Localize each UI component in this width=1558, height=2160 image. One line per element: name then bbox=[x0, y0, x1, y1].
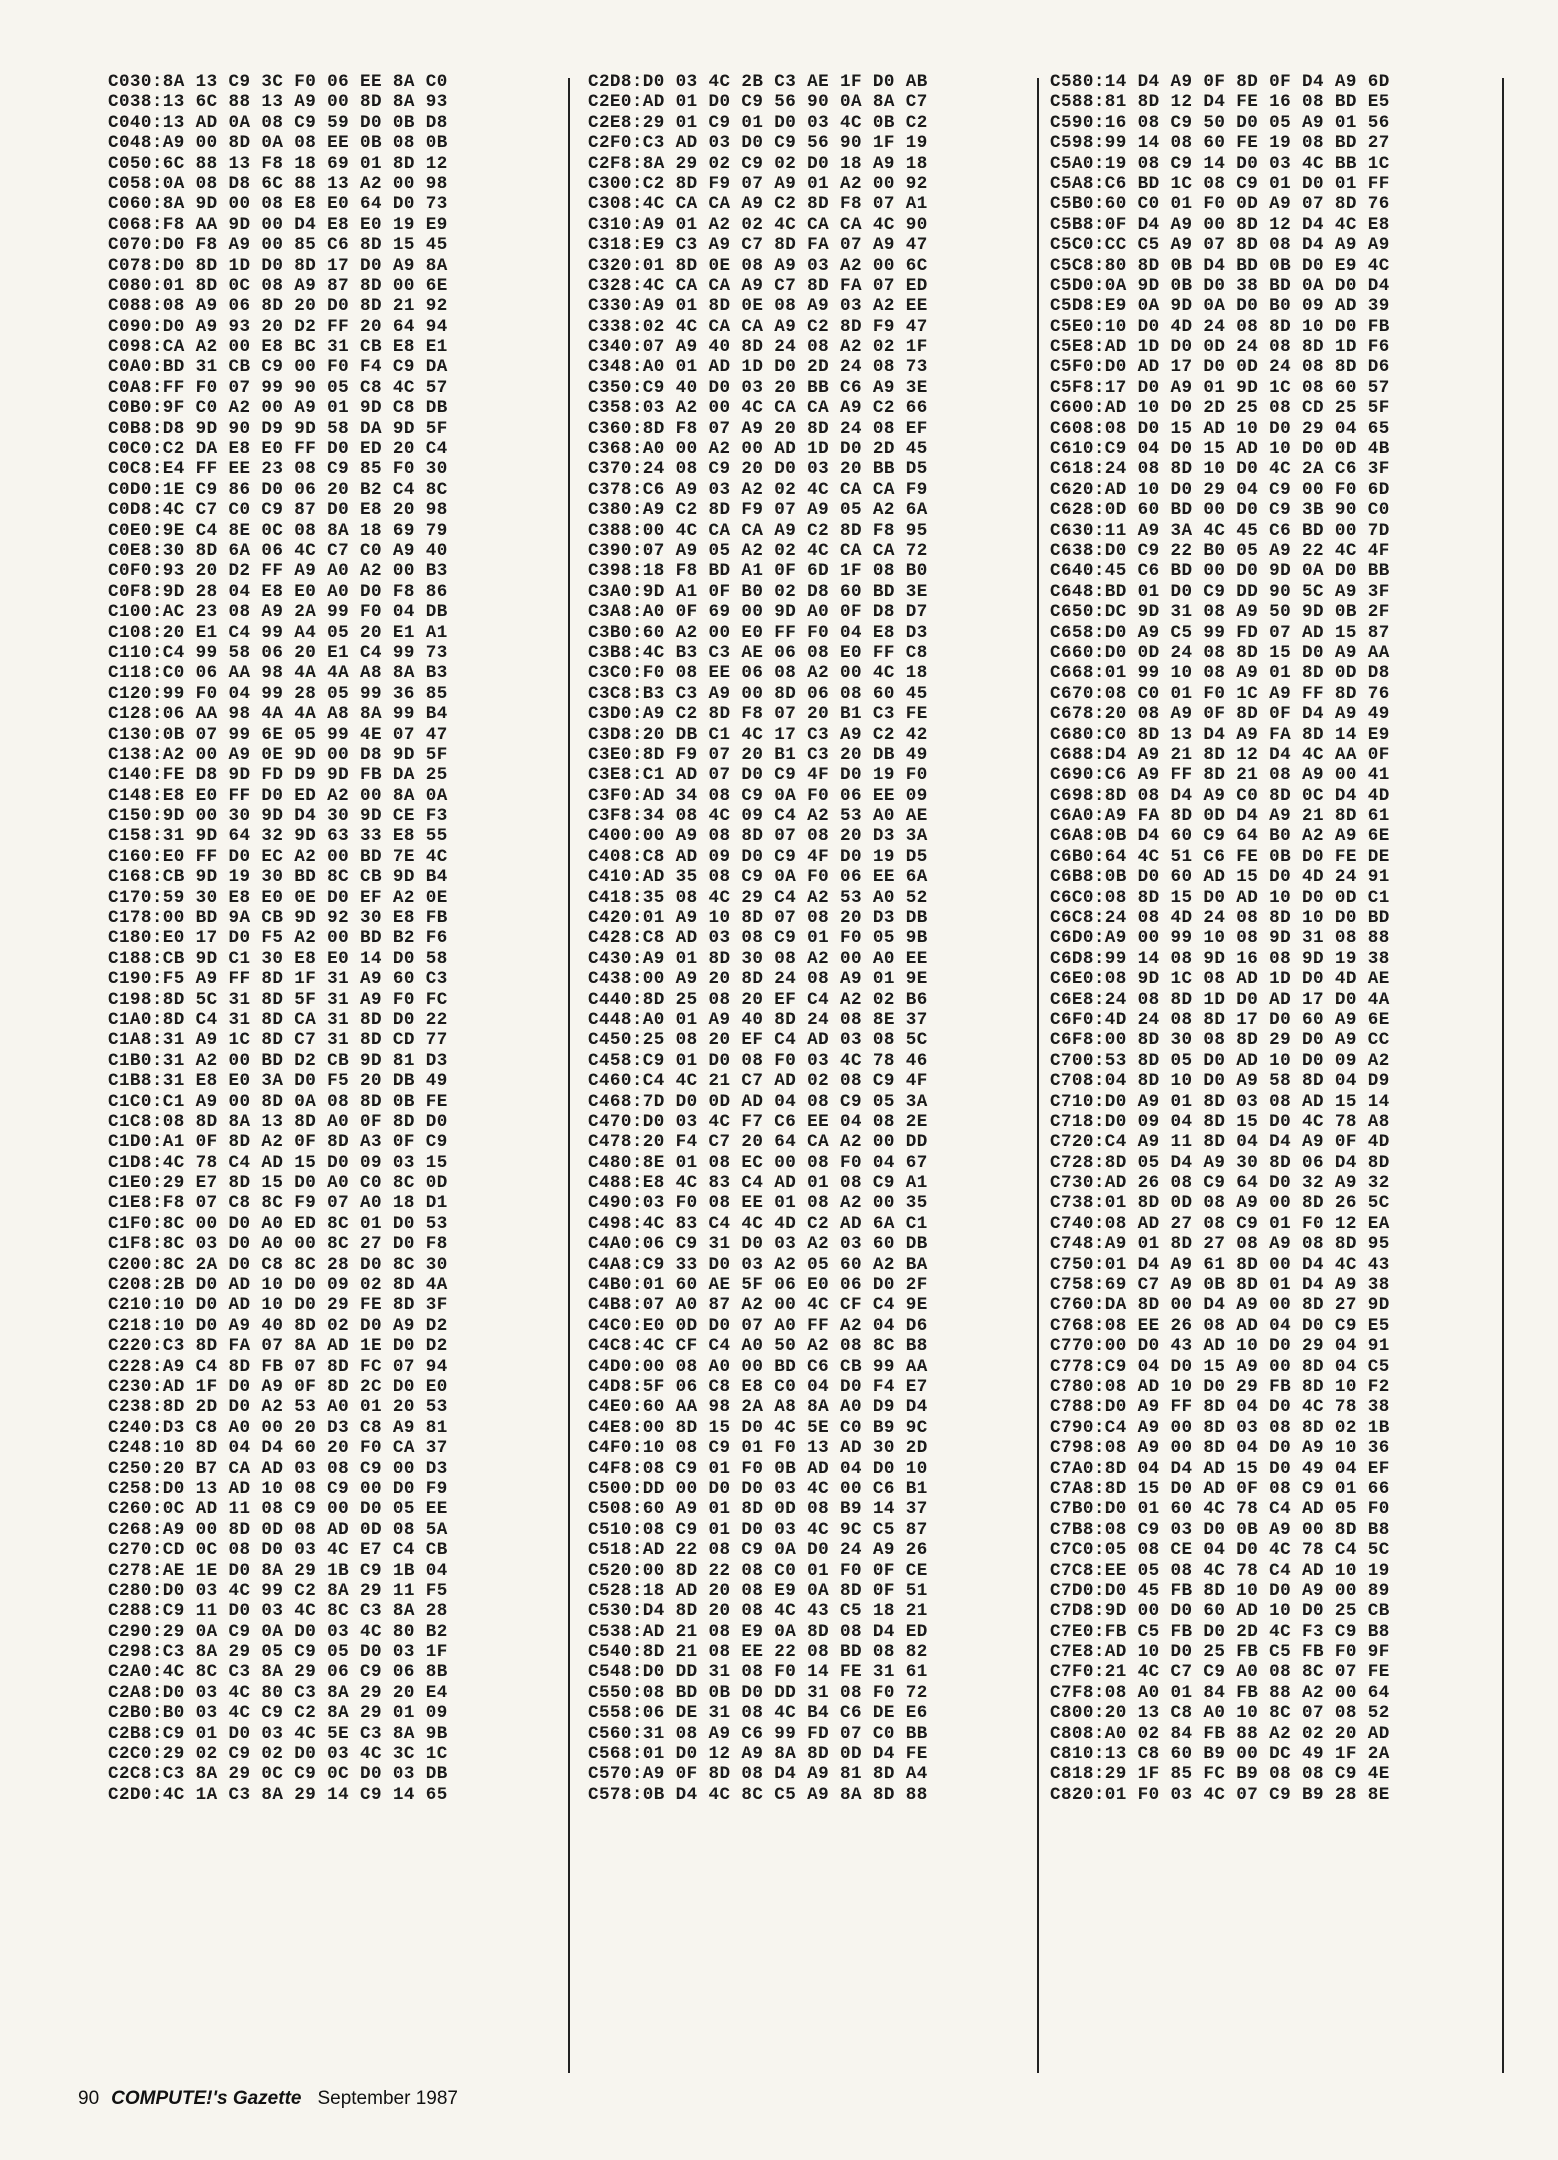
listing-line: C150:9D 00 30 9D D4 30 9D CE F3 bbox=[108, 806, 448, 827]
listing-line: C498:4C 83 C4 4C 4D C2 AD 6A C1 bbox=[588, 1213, 928, 1234]
listing-line: C4F8:08 C9 01 F0 0B AD 04 D0 10 bbox=[588, 1458, 928, 1479]
listing-line: C170:59 30 E8 E0 0E D0 EF A2 0E bbox=[108, 887, 448, 908]
listing-line: C090:D0 A9 93 20 D2 FF 20 64 94 bbox=[108, 316, 448, 337]
listing-line: C440:8D 25 08 20 EF C4 A2 02 B6 bbox=[588, 989, 928, 1010]
listing-line: C568:01 D0 12 A9 8A 8D 0D D4 FE bbox=[588, 1744, 928, 1765]
listing-line: C7B8:08 C9 03 D0 0B A9 00 8D B8 bbox=[1050, 1519, 1390, 1540]
listing-column-1 bbox=[108, 72, 576, 1805]
listing-line: C518:AD 22 08 C9 0A D0 24 A9 26 bbox=[588, 1540, 928, 1561]
listing-line: C210:10 D0 AD 10 D0 29 FE 8D 3F bbox=[108, 1295, 448, 1316]
listing-line: C790:C4 A9 00 8D 03 08 8D 02 1B bbox=[1050, 1417, 1390, 1438]
listing-line: C1D8:4C 78 C4 AD 15 D0 09 03 15 bbox=[108, 1152, 448, 1173]
listing-line: C668:01 99 10 08 A9 01 8D 0D D8 bbox=[1050, 663, 1390, 684]
listing-line: C598:99 14 08 60 FE 19 08 BD 27 bbox=[1050, 133, 1390, 154]
listing-line: C1C0:C1 A9 00 8D 0A 08 8D 0B FE bbox=[108, 1091, 448, 1112]
listing-line: C588:81 8D 12 D4 FE 16 08 BD E5 bbox=[1050, 92, 1390, 113]
listing-line: C5D8:E9 0A 9D 0A D0 B0 09 AD 39 bbox=[1050, 296, 1390, 317]
listing-line: C058:0A 08 D8 6C 88 13 A2 00 98 bbox=[108, 173, 448, 194]
listing-line: C148:E8 E0 FF D0 ED A2 00 8A 0A bbox=[108, 785, 448, 806]
listing-line: C548:D0 DD 31 08 F0 14 FE 31 61 bbox=[588, 1662, 928, 1683]
listing-line: C128:06 AA 98 4A 4A A8 8A 99 B4 bbox=[108, 704, 448, 725]
listing-line: C220:C3 8D FA 07 8A AD 1E D0 D2 bbox=[108, 1336, 448, 1357]
listing-line: C798:08 A9 00 8D 04 D0 A9 10 36 bbox=[1050, 1438, 1390, 1459]
listing-line: C718:D0 09 04 8D 15 D0 4C 78 A8 bbox=[1050, 1111, 1390, 1132]
listing-line: C728:8D 05 D4 A9 30 8D 06 D4 8D bbox=[1050, 1152, 1390, 1173]
listing-line: C6C8:24 08 4D 24 08 8D 10 D0 BD bbox=[1050, 908, 1390, 929]
listing-line: C0C0:C2 DA E8 E0 FF D0 ED 20 C4 bbox=[108, 439, 448, 460]
listing-line: C230:AD 1F D0 A9 0F 8D 2C D0 E0 bbox=[108, 1377, 448, 1397]
listing-line: C5E0:10 D0 4D 24 08 8D 10 D0 FB bbox=[1050, 316, 1390, 337]
listing-line: C6B0:64 4C 51 C6 FE 0B D0 FE DE bbox=[1050, 846, 1390, 867]
listing-line: C630:11 A9 3A 4C 45 C6 BD 00 7D bbox=[1050, 520, 1390, 541]
listing-line: C038:13 6C 88 13 A9 00 8D 8A 93 bbox=[108, 92, 448, 113]
listing-line: C570:A9 0F 8D 08 D4 A9 81 8D A4 bbox=[588, 1764, 928, 1785]
listing-line: C320:01 8D 0E 08 A9 03 A2 00 6C bbox=[588, 255, 928, 276]
listing-line: C248:10 8D 04 D4 60 20 F0 CA 37 bbox=[108, 1438, 448, 1459]
listing-line: C700:53 8D 05 D0 AD 10 D0 09 A2 bbox=[1050, 1050, 1390, 1071]
listing-line: C100:AC 23 08 A9 2A 99 F0 04 DB bbox=[108, 602, 448, 623]
listing-line: C0F0:93 20 D2 FF A9 A0 A2 00 B3 bbox=[108, 561, 448, 582]
page-footer bbox=[78, 2088, 458, 2110]
listing-line: C6E0:08 9D 1C 08 AD 1D D0 4D AE bbox=[1050, 969, 1390, 990]
listing-line: C608:08 D0 15 AD 10 D0 29 04 65 bbox=[1050, 418, 1390, 439]
listing-line: C330:A9 01 8D 0E 08 A9 03 A2 EE bbox=[588, 296, 928, 317]
listing-line: C1A0:8D C4 31 8D CA 31 8D D0 22 bbox=[108, 1009, 448, 1030]
listing-line: C370:24 08 C9 20 D0 03 20 BB D5 bbox=[588, 459, 928, 480]
listing-line: C6A0:A9 FA 8D 0D D4 A9 21 8D 61 bbox=[1050, 806, 1390, 827]
listing-column-3 bbox=[1050, 72, 1518, 1805]
listing-line: C560:31 08 A9 C6 99 FD 07 C0 BB bbox=[588, 1723, 928, 1744]
listing-line: C5B8:0F D4 A9 00 8D 12 D4 4C E8 bbox=[1050, 214, 1390, 235]
listing-line: C740:08 AD 27 08 C9 01 F0 12 EA bbox=[1050, 1213, 1390, 1234]
column-divider bbox=[1502, 78, 1504, 2073]
listing-line: C4C8:4C CF C4 A0 50 A2 08 8C B8 bbox=[588, 1336, 928, 1357]
listing-line: C400:00 A9 08 8D 07 08 20 D3 3A bbox=[588, 826, 928, 847]
listing-line: C250:20 B7 CA AD 03 08 C9 00 D3 bbox=[108, 1458, 448, 1479]
listing-line: C160:E0 FF D0 EC A2 00 BD 7E 4C bbox=[108, 846, 448, 867]
listing-line: C748:A9 01 8D 27 08 A9 08 8D 95 bbox=[1050, 1234, 1390, 1255]
listing-line: C5A0:19 08 C9 14 D0 03 4C BB 1C bbox=[1050, 153, 1390, 174]
listing-line: C380:A9 C2 8D F9 07 A9 05 A2 6A bbox=[588, 500, 928, 521]
listing-line: C7C8:EE 05 08 4C 78 C4 AD 10 19 bbox=[1050, 1560, 1390, 1581]
listing-line: C0B8:D8 9D 90 D9 9D 58 DA 9D 5F bbox=[108, 418, 448, 439]
listing-line: C758:69 C7 A9 0B 8D 01 D4 A9 38 bbox=[1050, 1275, 1390, 1296]
listing-line: C2C8:C3 8A 29 0C C9 0C D0 03 DB bbox=[108, 1764, 448, 1785]
listing-line: C750:01 D4 A9 61 8D 00 D4 4C 43 bbox=[1050, 1254, 1390, 1275]
listing-line: C3E8:C1 AD 07 D0 C9 4F D0 19 F0 bbox=[588, 765, 928, 786]
listing-line: C1D0:A1 0F 8D A2 0F 8D A3 0F C9 bbox=[108, 1132, 448, 1153]
listing-line: C5A8:C6 BD 1C 08 C9 01 D0 01 FF bbox=[1050, 173, 1390, 194]
listing-line: C3A8:A0 0F 69 00 9D A0 0F D8 D7 bbox=[588, 602, 928, 623]
listing-line: C650:DC 9D 31 08 A9 50 9D 0B 2F bbox=[1050, 602, 1390, 623]
listing-line: C0B0:9F C0 A2 00 A9 01 9D C8 DB bbox=[108, 398, 448, 419]
listing-line: C1B0:31 A2 00 BD D2 CB 9D 81 D3 bbox=[108, 1050, 448, 1071]
listing-line: C3A0:9D A1 0F B0 02 D8 60 BD 3E bbox=[588, 581, 928, 602]
listing-line: C4D0:00 08 A0 00 BD C6 CB 99 AA bbox=[588, 1356, 928, 1377]
listing-line: C6B8:0B D0 60 AD 15 D0 4D 24 91 bbox=[1050, 867, 1390, 888]
listing-line: C658:D0 A9 C5 99 FD 07 AD 15 87 bbox=[1050, 622, 1390, 643]
listing-line: C130:0B 07 99 6E 05 99 4E 07 47 bbox=[108, 724, 448, 745]
listing-line: C710:D0 A9 01 8D 03 08 AD 15 14 bbox=[1050, 1091, 1390, 1112]
listing-line: C0A0:BD 31 CB C9 00 F0 F4 C9 DA bbox=[108, 357, 448, 378]
listing-line: C720:C4 A9 11 8D 04 D4 A9 0F 4D bbox=[1050, 1132, 1390, 1153]
listing-line: C200:8C 2A D0 C8 8C 28 D0 8C 30 bbox=[108, 1254, 448, 1275]
listing-line: C7E8:AD 10 D0 25 FB C5 FB F0 9F bbox=[1050, 1642, 1390, 1663]
listing-line: C3D0:A9 C2 8D F8 07 20 B1 C3 FE bbox=[588, 704, 928, 725]
listing-line: C2F8:8A 29 02 C9 02 D0 18 A9 18 bbox=[588, 153, 928, 174]
listing-line: C460:C4 4C 21 C7 AD 02 08 C9 4F bbox=[588, 1071, 928, 1092]
listing-line: C698:8D 08 D4 A9 C0 8D 0C D4 4D bbox=[1050, 785, 1390, 806]
listing-line: C098:CA A2 00 E8 BC 31 CB E8 E1 bbox=[108, 337, 448, 358]
listing-line: C388:00 4C CA CA A9 C2 8D F8 95 bbox=[588, 520, 928, 541]
listing-line: C1E8:F8 07 C8 8C F9 07 A0 18 D1 bbox=[108, 1193, 448, 1214]
listing-line: C4F0:10 08 C9 01 F0 13 AD 30 2D bbox=[588, 1438, 928, 1459]
listing-line: C7A8:8D 15 D0 AD 0F 08 C9 01 66 bbox=[1050, 1478, 1390, 1499]
listing-line: C168:CB 9D 19 30 BD 8C CB 9D B4 bbox=[108, 867, 448, 888]
listing-line: C7E0:FB C5 FB D0 2D 4C F3 C9 B8 bbox=[1050, 1621, 1390, 1642]
listing-line: C810:13 C8 60 B9 00 DC 49 1F 2A bbox=[1050, 1744, 1390, 1765]
listing-line: C680:C0 8D 13 D4 A9 FA 8D 14 E9 bbox=[1050, 724, 1390, 745]
listing-line: C348:A0 01 AD 1D D0 2D 24 08 73 bbox=[588, 357, 928, 378]
listing-line: C0E0:9E C4 8E 0C 08 8A 18 69 79 bbox=[108, 520, 448, 541]
listing-line: C5F0:D0 AD 17 D0 0D 24 08 8D D6 bbox=[1050, 357, 1390, 378]
listing-line: C520:00 8D 22 08 C0 01 F0 0F CE bbox=[588, 1560, 928, 1581]
listing-line: C030:8A 13 C9 3C F0 06 EE 8A C0 bbox=[108, 72, 448, 92]
listing-line: C7D8:9D 00 D0 60 AD 10 D0 25 CB bbox=[1050, 1601, 1390, 1622]
listing-line: C6F8:00 8D 30 08 8D 29 D0 A9 CC bbox=[1050, 1030, 1390, 1051]
listing-line: C2B0:B0 03 4C C9 C2 8A 29 01 09 bbox=[108, 1703, 448, 1724]
listing-line: C2A0:4C 8C C3 8A 29 06 C9 06 8B bbox=[108, 1662, 448, 1683]
listing-line: C118:C0 06 AA 98 4A 4A A8 8A B3 bbox=[108, 663, 448, 684]
listing-line: C660:D0 0D 24 08 8D 15 D0 A9 AA bbox=[1050, 642, 1390, 663]
listing-line: C0F8:9D 28 04 E8 E0 A0 D0 F8 86 bbox=[108, 581, 448, 602]
listing-line: C438:00 A9 20 8D 24 08 A9 01 9E bbox=[588, 969, 928, 990]
listing-line: C778:C9 04 D0 15 A9 00 8D 04 C5 bbox=[1050, 1356, 1390, 1377]
listing-line: C458:C9 01 D0 08 F0 03 4C 78 46 bbox=[588, 1050, 928, 1071]
listing-line: C328:4C CA CA A9 C7 8D FA 07 ED bbox=[588, 275, 928, 296]
listing-line: C6A8:0B D4 60 C9 64 B0 A2 A9 6E bbox=[1050, 826, 1390, 847]
listing-line: C7D0:D0 45 FB 8D 10 D0 A9 00 89 bbox=[1050, 1580, 1390, 1601]
listing-line: C378:C6 A9 03 A2 02 4C CA CA F9 bbox=[588, 479, 928, 500]
listing-line: C490:03 F0 08 EE 01 08 A2 00 35 bbox=[588, 1193, 928, 1214]
listing-line: C620:AD 10 D0 29 04 C9 00 F0 6D bbox=[1050, 479, 1390, 500]
listing-line: C7F8:08 A0 01 84 FB 88 A2 00 64 bbox=[1050, 1682, 1390, 1703]
listing-line: C5F8:17 D0 A9 01 9D 1C 08 60 57 bbox=[1050, 377, 1390, 398]
listing-line: C730:AD 26 08 C9 64 D0 32 A9 32 bbox=[1050, 1173, 1390, 1194]
listing-line: C2E8:29 01 C9 01 D0 03 4C 0B C2 bbox=[588, 112, 928, 133]
listing-column-2 bbox=[588, 72, 1056, 1805]
listing-line: C1E0:29 E7 8D 15 D0 A0 C0 8C 0D bbox=[108, 1173, 448, 1194]
listing-line: C1C8:08 8D 8A 13 8D A0 0F 8D D0 bbox=[108, 1111, 448, 1132]
listing-line: C670:08 C0 01 F0 1C A9 FF 8D 76 bbox=[1050, 683, 1390, 704]
listing-line: C070:D0 F8 A9 00 85 C6 8D 15 45 bbox=[108, 235, 448, 256]
listing-line: C420:01 A9 10 8D 07 08 20 D3 DB bbox=[588, 908, 928, 929]
listing-line: C4E8:00 8D 15 D0 4C 5E C0 B9 9C bbox=[588, 1417, 928, 1438]
listing-line: C048:A9 00 8D 0A 08 EE 0B 08 0B bbox=[108, 133, 448, 154]
listing-line: C6E8:24 08 8D 1D D0 AD 17 D0 4A bbox=[1050, 989, 1390, 1010]
listing-line: C4D8:5F 06 C8 E8 C0 04 D0 F4 E7 bbox=[588, 1377, 928, 1397]
listing-line: C448:A0 01 A9 40 8D 24 08 8E 37 bbox=[588, 1009, 928, 1030]
listing-line: C3D8:20 DB C1 4C 17 C3 A9 C2 42 bbox=[588, 724, 928, 745]
listing-line: C290:29 0A C9 0A D0 03 4C 80 B2 bbox=[108, 1621, 448, 1642]
listing-line: C468:7D D0 0D AD 04 08 C9 05 3A bbox=[588, 1091, 928, 1112]
listing-line: C280:D0 03 4C 99 C2 8A 29 11 F5 bbox=[108, 1580, 448, 1601]
listing-line: C228:A9 C4 8D FB 07 8D FC 07 94 bbox=[108, 1356, 448, 1377]
listing-line: C080:01 8D 0C 08 A9 87 8D 00 6E bbox=[108, 275, 448, 296]
listing-line: C338:02 4C CA CA A9 C2 8D F9 47 bbox=[588, 316, 928, 337]
listing-line: C760:DA 8D 00 D4 A9 00 8D 27 9D bbox=[1050, 1295, 1390, 1316]
listing-line: C6C0:08 8D 15 D0 AD 10 D0 0D C1 bbox=[1050, 887, 1390, 908]
listing-line: C540:8D 21 08 EE 22 08 BD 08 82 bbox=[588, 1642, 928, 1663]
listing-line: C2E0:AD 01 D0 C9 56 90 0A 8A C7 bbox=[588, 92, 928, 113]
listing-line: C218:10 D0 A9 40 8D 02 D0 A9 D2 bbox=[108, 1315, 448, 1336]
listing-line: C648:BD 01 D0 C9 DD 90 5C A9 3F bbox=[1050, 581, 1390, 602]
listing-line: C060:8A 9D 00 08 E8 E0 64 D0 73 bbox=[108, 194, 448, 215]
listing-line: C708:04 8D 10 D0 A9 58 8D 04 D9 bbox=[1050, 1071, 1390, 1092]
listing-line: C180:E0 17 D0 F5 A2 00 BD B2 F6 bbox=[108, 928, 448, 949]
listing-line: C4A8:C9 33 D0 03 A2 05 60 A2 BA bbox=[588, 1254, 928, 1275]
listing-line: C1A8:31 A9 1C 8D C7 31 8D CD 77 bbox=[108, 1030, 448, 1051]
listing-line: C618:24 08 8D 10 D0 4C 2A C6 3F bbox=[1050, 459, 1390, 480]
listing-line: C050:6C 88 13 F8 18 69 01 8D 12 bbox=[108, 153, 448, 174]
listing-line: C1B8:31 E8 E0 3A D0 F5 20 DB 49 bbox=[108, 1071, 448, 1092]
listing-line: C788:D0 A9 FF 8D 04 D0 4C 78 38 bbox=[1050, 1397, 1390, 1418]
listing-line: C108:20 E1 C4 99 A4 05 20 E1 A1 bbox=[108, 622, 448, 643]
listing-line: C138:A2 00 A9 0E 9D 00 D8 9D 5F bbox=[108, 744, 448, 765]
listing-line: C780:08 AD 10 D0 29 FB 8D 10 F2 bbox=[1050, 1377, 1390, 1397]
listing-line: C068:F8 AA 9D 00 D4 E8 E0 19 E9 bbox=[108, 214, 448, 235]
column-divider bbox=[1037, 78, 1039, 2073]
listing-line: C2C0:29 02 C9 02 D0 03 4C 3C 1C bbox=[108, 1744, 448, 1765]
listing-line: C0D8:4C C7 C0 C9 87 D0 E8 20 98 bbox=[108, 500, 448, 521]
listing-line: C120:99 F0 04 99 28 05 99 36 85 bbox=[108, 683, 448, 704]
listing-line: C208:2B D0 AD 10 D0 09 02 8D 4A bbox=[108, 1275, 448, 1296]
listing-line: C4B8:07 A0 87 A2 00 4C CF C4 9E bbox=[588, 1295, 928, 1316]
issue-date: September 1987 bbox=[317, 2088, 458, 2109]
listing-line: C238:8D 2D D0 A2 53 A0 01 20 53 bbox=[108, 1397, 448, 1418]
listing-line: C3C8:B3 C3 A9 00 8D 06 08 60 45 bbox=[588, 683, 928, 704]
listing-line: C110:C4 99 58 06 20 E1 C4 99 73 bbox=[108, 642, 448, 663]
listing-line: C300:C2 8D F9 07 A9 01 A2 00 92 bbox=[588, 173, 928, 194]
listing-line: C678:20 08 A9 0F 8D 0F D4 A9 49 bbox=[1050, 704, 1390, 725]
listing-line: C340:07 A9 40 8D 24 08 A2 02 1F bbox=[588, 337, 928, 358]
listing-line: C538:AD 21 08 E9 0A 8D 08 D4 ED bbox=[588, 1621, 928, 1642]
listing-line: C470:D0 03 4C F7 C6 EE 04 08 2E bbox=[588, 1111, 928, 1132]
listing-line: C7A0:8D 04 D4 AD 15 D0 49 04 EF bbox=[1050, 1458, 1390, 1479]
listing-line: C4B0:01 60 AE 5F 06 E0 06 D0 2F bbox=[588, 1275, 928, 1296]
listing-line: C0D0:1E C9 86 D0 06 20 B2 C4 8C bbox=[108, 479, 448, 500]
listing-line: C4C0:E0 0D D0 07 A0 FF A2 04 D6 bbox=[588, 1315, 928, 1336]
listing-line: C578:0B D4 4C 8C C5 A9 8A 8D 88 bbox=[588, 1784, 928, 1805]
page-number: 90 bbox=[78, 2088, 100, 2109]
listing-line: C1F0:8C 00 D0 A0 ED 8C 01 D0 53 bbox=[108, 1213, 448, 1234]
listing-line: C2A8:D0 03 4C 80 C3 8A 29 20 E4 bbox=[108, 1682, 448, 1703]
listing-line: C0C8:E4 FF EE 23 08 C9 85 F0 30 bbox=[108, 459, 448, 480]
listing-line: C628:0D 60 BD 00 D0 C9 3B 90 C0 bbox=[1050, 500, 1390, 521]
listing-line: C3C0:F0 08 EE 06 08 A2 00 4C 18 bbox=[588, 663, 928, 684]
listing-line: C7F0:21 4C C7 C9 A0 08 8C 07 FE bbox=[1050, 1662, 1390, 1683]
listing-line: C3B0:60 A2 00 E0 FF F0 04 E8 D3 bbox=[588, 622, 928, 643]
listing-line: C178:00 BD 9A CB 9D 92 30 E8 FB bbox=[108, 908, 448, 929]
listing-line: C5C8:80 8D 0B D4 BD 0B D0 E9 4C bbox=[1050, 255, 1390, 276]
listing-line: C308:4C CA CA A9 C2 8D F8 07 A1 bbox=[588, 194, 928, 215]
listing-line: C528:18 AD 20 08 E9 0A 8D 0F 51 bbox=[588, 1580, 928, 1601]
listing-line: C500:DD 00 D0 D0 03 4C 00 C6 B1 bbox=[588, 1478, 928, 1499]
listing-line: C350:C9 40 D0 03 20 BB C6 A9 3E bbox=[588, 377, 928, 398]
listing-line: C258:D0 13 AD 10 08 C9 00 D0 F9 bbox=[108, 1478, 448, 1499]
listing-line: C7C0:05 08 CE 04 D0 4C 78 C4 5C bbox=[1050, 1540, 1390, 1561]
listing-line: C4E0:60 AA 98 2A A8 8A A0 D9 D4 bbox=[588, 1397, 928, 1418]
listing-line: C690:C6 A9 FF 8D 21 08 A9 00 41 bbox=[1050, 765, 1390, 786]
listing-line: C0A8:FF F0 07 99 90 05 C8 4C 57 bbox=[108, 377, 448, 398]
listing-line: C818:29 1F 85 FC B9 08 08 C9 4E bbox=[1050, 1764, 1390, 1785]
listing-line: C288:C9 11 D0 03 4C 8C C3 8A 28 bbox=[108, 1601, 448, 1622]
listing-line: C2D8:D0 03 4C 2B C3 AE 1F D0 AB bbox=[588, 72, 928, 92]
listing-line: C558:06 DE 31 08 4C B4 C6 DE E6 bbox=[588, 1703, 928, 1724]
listing-line: C360:8D F8 07 A9 20 8D 24 08 EF bbox=[588, 418, 928, 439]
listing-line: C480:8E 01 08 EC 00 08 F0 04 67 bbox=[588, 1152, 928, 1173]
listing-line: C198:8D 5C 31 8D 5F 31 A9 F0 FC bbox=[108, 989, 448, 1010]
listing-line: C510:08 C9 01 D0 03 4C 9C C5 87 bbox=[588, 1519, 928, 1540]
listing-line: C610:C9 04 D0 15 AD 10 D0 0D 4B bbox=[1050, 439, 1390, 460]
listing-line: C580:14 D4 A9 0F 8D 0F D4 A9 6D bbox=[1050, 72, 1390, 92]
magazine-title: COMPUTE!'s Gazette bbox=[111, 2088, 302, 2109]
listing-line: C368:A0 00 A2 00 AD 1D D0 2D 45 bbox=[588, 439, 928, 460]
listing-line: C430:A9 01 8D 30 08 A2 00 A0 EE bbox=[588, 948, 928, 969]
listing-line: C6D0:A9 00 99 10 08 9D 31 08 88 bbox=[1050, 928, 1390, 949]
listing-line: C270:CD 0C 08 D0 03 4C E7 C4 CB bbox=[108, 1540, 448, 1561]
listing-line: C640:45 C6 BD 00 D0 9D 0A D0 BB bbox=[1050, 561, 1390, 582]
listing-line: C040:13 AD 0A 08 C9 59 D0 0B D8 bbox=[108, 112, 448, 133]
listing-line: C418:35 08 4C 29 C4 A2 53 A0 52 bbox=[588, 887, 928, 908]
listing-line: C358:03 A2 00 4C CA CA A9 C2 66 bbox=[588, 398, 928, 419]
column-divider bbox=[568, 78, 570, 2073]
listing-line: C3F8:34 08 4C 09 C4 A2 53 A0 AE bbox=[588, 806, 928, 827]
listing-line: C318:E9 C3 A9 C7 8D FA 07 A9 47 bbox=[588, 235, 928, 256]
listing-line: C078:D0 8D 1D D0 8D 17 D0 A9 8A bbox=[108, 255, 448, 276]
listing-line: C3E0:8D F9 07 20 B1 C3 20 DB 49 bbox=[588, 744, 928, 765]
listing-line: C410:AD 35 08 C9 0A F0 06 EE 6A bbox=[588, 867, 928, 888]
listing-line: C530:D4 8D 20 08 4C 43 C5 18 21 bbox=[588, 1601, 928, 1622]
listing-line: C5D0:0A 9D 0B D0 38 BD 0A D0 D4 bbox=[1050, 275, 1390, 296]
listing-line: C240:D3 C8 A0 00 20 D3 C8 A9 81 bbox=[108, 1417, 448, 1438]
listing-line: C800:20 13 C8 A0 10 8C 07 08 52 bbox=[1050, 1703, 1390, 1724]
listing-line: C5B0:60 C0 01 F0 0D A9 07 8D 76 bbox=[1050, 194, 1390, 215]
listing-line: C488:E8 4C 83 C4 AD 01 08 C9 A1 bbox=[588, 1173, 928, 1194]
listing-line: C5E8:AD 1D D0 0D 24 08 8D 1D F6 bbox=[1050, 337, 1390, 358]
listing-line: C590:16 08 C9 50 D0 05 A9 01 56 bbox=[1050, 112, 1390, 133]
listing-line: C3F0:AD 34 08 C9 0A F0 06 EE 09 bbox=[588, 785, 928, 806]
listing-line: C190:F5 A9 FF 8D 1F 31 A9 60 C3 bbox=[108, 969, 448, 990]
listing-line: C2B8:C9 01 D0 03 4C 5E C3 8A 9B bbox=[108, 1723, 448, 1744]
listing-line: C390:07 A9 05 A2 02 4C CA CA 72 bbox=[588, 540, 928, 561]
listing-line: C5C0:CC C5 A9 07 8D 08 D4 A9 A9 bbox=[1050, 235, 1390, 256]
listing-line: C450:25 08 20 EF C4 AD 03 08 5C bbox=[588, 1030, 928, 1051]
listing-line: C140:FE D8 9D FD D9 9D FB DA 25 bbox=[108, 765, 448, 786]
listing-line: C408:C8 AD 09 D0 C9 4F D0 19 D5 bbox=[588, 846, 928, 867]
listing-line: C6F0:4D 24 08 8D 17 D0 60 A9 6E bbox=[1050, 1009, 1390, 1030]
listing-line: C638:D0 C9 22 B0 05 A9 22 4C 4F bbox=[1050, 540, 1390, 561]
listing-line: C0E8:30 8D 6A 06 4C C7 C0 A9 40 bbox=[108, 540, 448, 561]
listing-line: C158:31 9D 64 32 9D 63 33 E8 55 bbox=[108, 826, 448, 847]
listing-line: C508:60 A9 01 8D 0D 08 B9 14 37 bbox=[588, 1499, 928, 1520]
listing-line: C188:CB 9D C1 30 E8 E0 14 D0 58 bbox=[108, 948, 448, 969]
listing-line: C260:0C AD 11 08 C9 00 D0 05 EE bbox=[108, 1499, 448, 1520]
listing-line: C3B8:4C B3 C3 AE 06 08 E0 FF C8 bbox=[588, 642, 928, 663]
listing-line: C688:D4 A9 21 8D 12 D4 4C AA 0F bbox=[1050, 744, 1390, 765]
listing-line: C4A0:06 C9 31 D0 03 A2 03 60 DB bbox=[588, 1234, 928, 1255]
listing-line: C428:C8 AD 03 08 C9 01 F0 05 9B bbox=[588, 928, 928, 949]
listing-line: C310:A9 01 A2 02 4C CA CA 4C 90 bbox=[588, 214, 928, 235]
listing-line: C770:00 D0 43 AD 10 D0 29 04 91 bbox=[1050, 1336, 1390, 1357]
listing-line: C550:08 BD 0B D0 DD 31 08 F0 72 bbox=[588, 1682, 928, 1703]
listing-line: C6D8:99 14 08 9D 16 08 9D 19 38 bbox=[1050, 948, 1390, 969]
listing-line: C298:C3 8A 29 05 C9 05 D0 03 1F bbox=[108, 1642, 448, 1663]
listing-line: C478:20 F4 C7 20 64 CA A2 00 DD bbox=[588, 1132, 928, 1153]
listing-line: C7B0:D0 01 60 4C 78 C4 AD 05 F0 bbox=[1050, 1499, 1390, 1520]
listing-line: C1F8:8C 03 D0 A0 00 8C 27 D0 F8 bbox=[108, 1234, 448, 1255]
listing-line: C398:18 F8 BD A1 0F 6D 1F 08 B0 bbox=[588, 561, 928, 582]
listing-line: C2F0:C3 AD 03 D0 C9 56 90 1F 19 bbox=[588, 133, 928, 154]
listing-line: C2D0:4C 1A C3 8A 29 14 C9 14 65 bbox=[108, 1784, 448, 1805]
listing-line: C738:01 8D 0D 08 A9 00 8D 26 5C bbox=[1050, 1193, 1390, 1214]
listing-line: C768:08 EE 26 08 AD 04 D0 C9 E5 bbox=[1050, 1315, 1390, 1336]
listing-line: C088:08 A9 06 8D 20 D0 8D 21 92 bbox=[108, 296, 448, 317]
listing-line: C600:AD 10 D0 2D 25 08 CD 25 5F bbox=[1050, 398, 1390, 419]
listing-line: C268:A9 00 8D 0D 08 AD 0D 08 5A bbox=[108, 1519, 448, 1540]
listing-line: C808:A0 02 84 FB 88 A2 02 20 AD bbox=[1050, 1723, 1390, 1744]
listing-line: C820:01 F0 03 4C 07 C9 B9 28 8E bbox=[1050, 1784, 1390, 1805]
listing-line: C278:AE 1E D0 8A 29 1B C9 1B 04 bbox=[108, 1560, 448, 1581]
